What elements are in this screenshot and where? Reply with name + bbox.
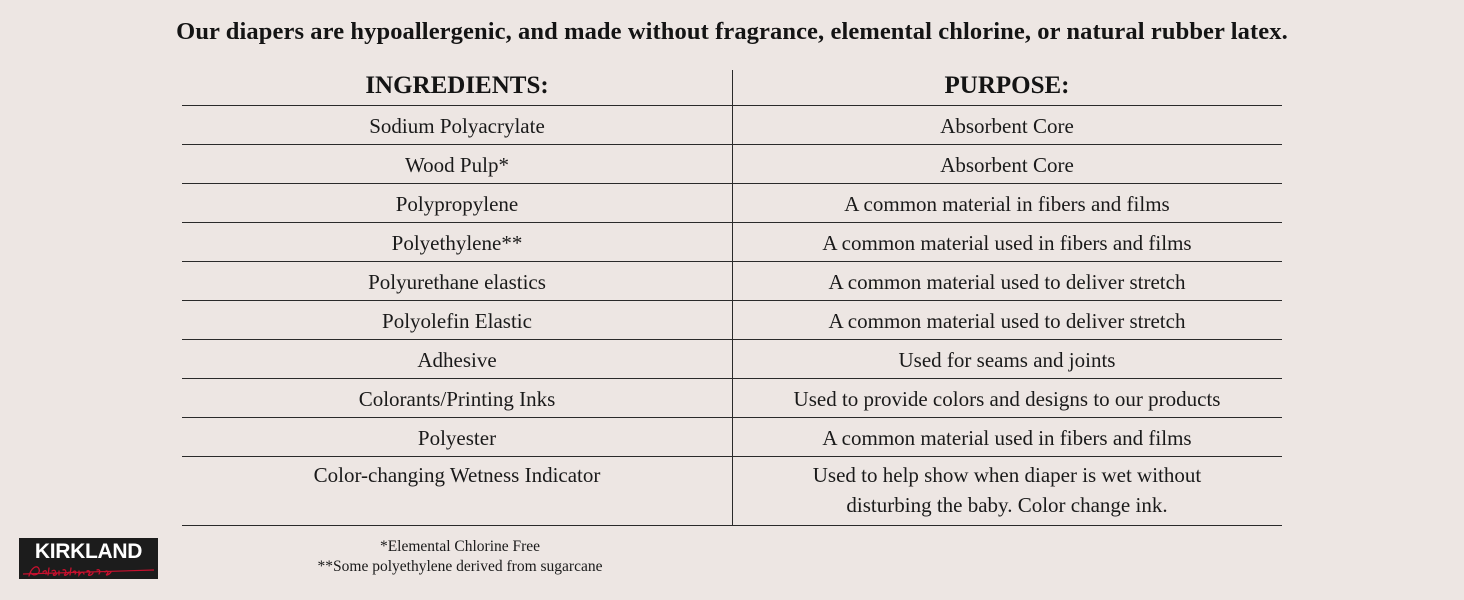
table-row xyxy=(182,145,1282,184)
purpose-header: PURPOSE: xyxy=(944,72,1070,99)
logo-wordmark: KIRKLAND xyxy=(34,540,143,563)
ingredients-table xyxy=(182,70,1282,526)
table-row xyxy=(182,223,1282,262)
table-row xyxy=(182,106,1282,145)
ingredient-cell: Polyolefin Elastic xyxy=(382,309,532,333)
logo-signature-script xyxy=(19,560,158,579)
purpose-cell: A common material used to deliver stretch xyxy=(828,309,1186,333)
footnotes xyxy=(240,537,680,577)
footnote-sugarcane: **Some polyethylene derived from sugarcane xyxy=(317,558,603,575)
purpose-line: disturbing the baby. Color change ink. xyxy=(846,493,1168,517)
table-row xyxy=(182,457,1282,526)
purpose-cell: A common material used in fibers and films xyxy=(822,231,1192,255)
ingredient-cell: Color-changing Wetness Indicator xyxy=(313,463,601,487)
ingredient-cell: Polyester xyxy=(417,426,497,450)
ingredient-cell: Polyurethane elastics xyxy=(368,270,546,294)
table-row xyxy=(182,379,1282,418)
footnote-chlorine: *Elemental Chlorine Free xyxy=(379,538,541,555)
purpose-cell: Absorbent Core xyxy=(940,153,1074,177)
purpose-cell xyxy=(732,457,1282,520)
page-headline: Our diapers are hypoallergenic, and made without fragrance, elemental chlorine, or natural rubber latex. xyxy=(176,18,1288,45)
purpose-cell: A common material in fibers and films xyxy=(844,192,1170,216)
table-row xyxy=(182,184,1282,223)
ingredient-cell: Polypropylene xyxy=(395,192,519,216)
kirkland-signature-logo xyxy=(19,538,158,579)
ingredient-cell: Adhesive xyxy=(417,348,497,372)
ingredient-cell: Wood Pulp* xyxy=(405,153,509,177)
table-row xyxy=(182,262,1282,301)
purpose-cell: Absorbent Core xyxy=(940,114,1074,138)
purpose-cell: A common material used to deliver stretch xyxy=(828,270,1186,294)
purpose-cell: Used to provide colors and designs to our products xyxy=(793,387,1221,411)
table-row xyxy=(182,418,1282,457)
ingredient-cell: Polyethylene** xyxy=(391,231,523,255)
purpose-cell: A common material used in fibers and films xyxy=(822,426,1192,450)
purpose-cell: Used for seams and joints xyxy=(898,348,1116,372)
table-row xyxy=(182,340,1282,379)
purpose-line: Used to help show when diaper is wet without xyxy=(812,463,1202,487)
ingredient-cell: Colorants/Printing Inks xyxy=(358,387,556,411)
table-row xyxy=(182,301,1282,340)
table-header-row xyxy=(182,70,1282,106)
ingredients-header: INGREDIENTS: xyxy=(365,72,549,99)
ingredient-cell: Sodium Polyacrylate xyxy=(369,114,545,138)
